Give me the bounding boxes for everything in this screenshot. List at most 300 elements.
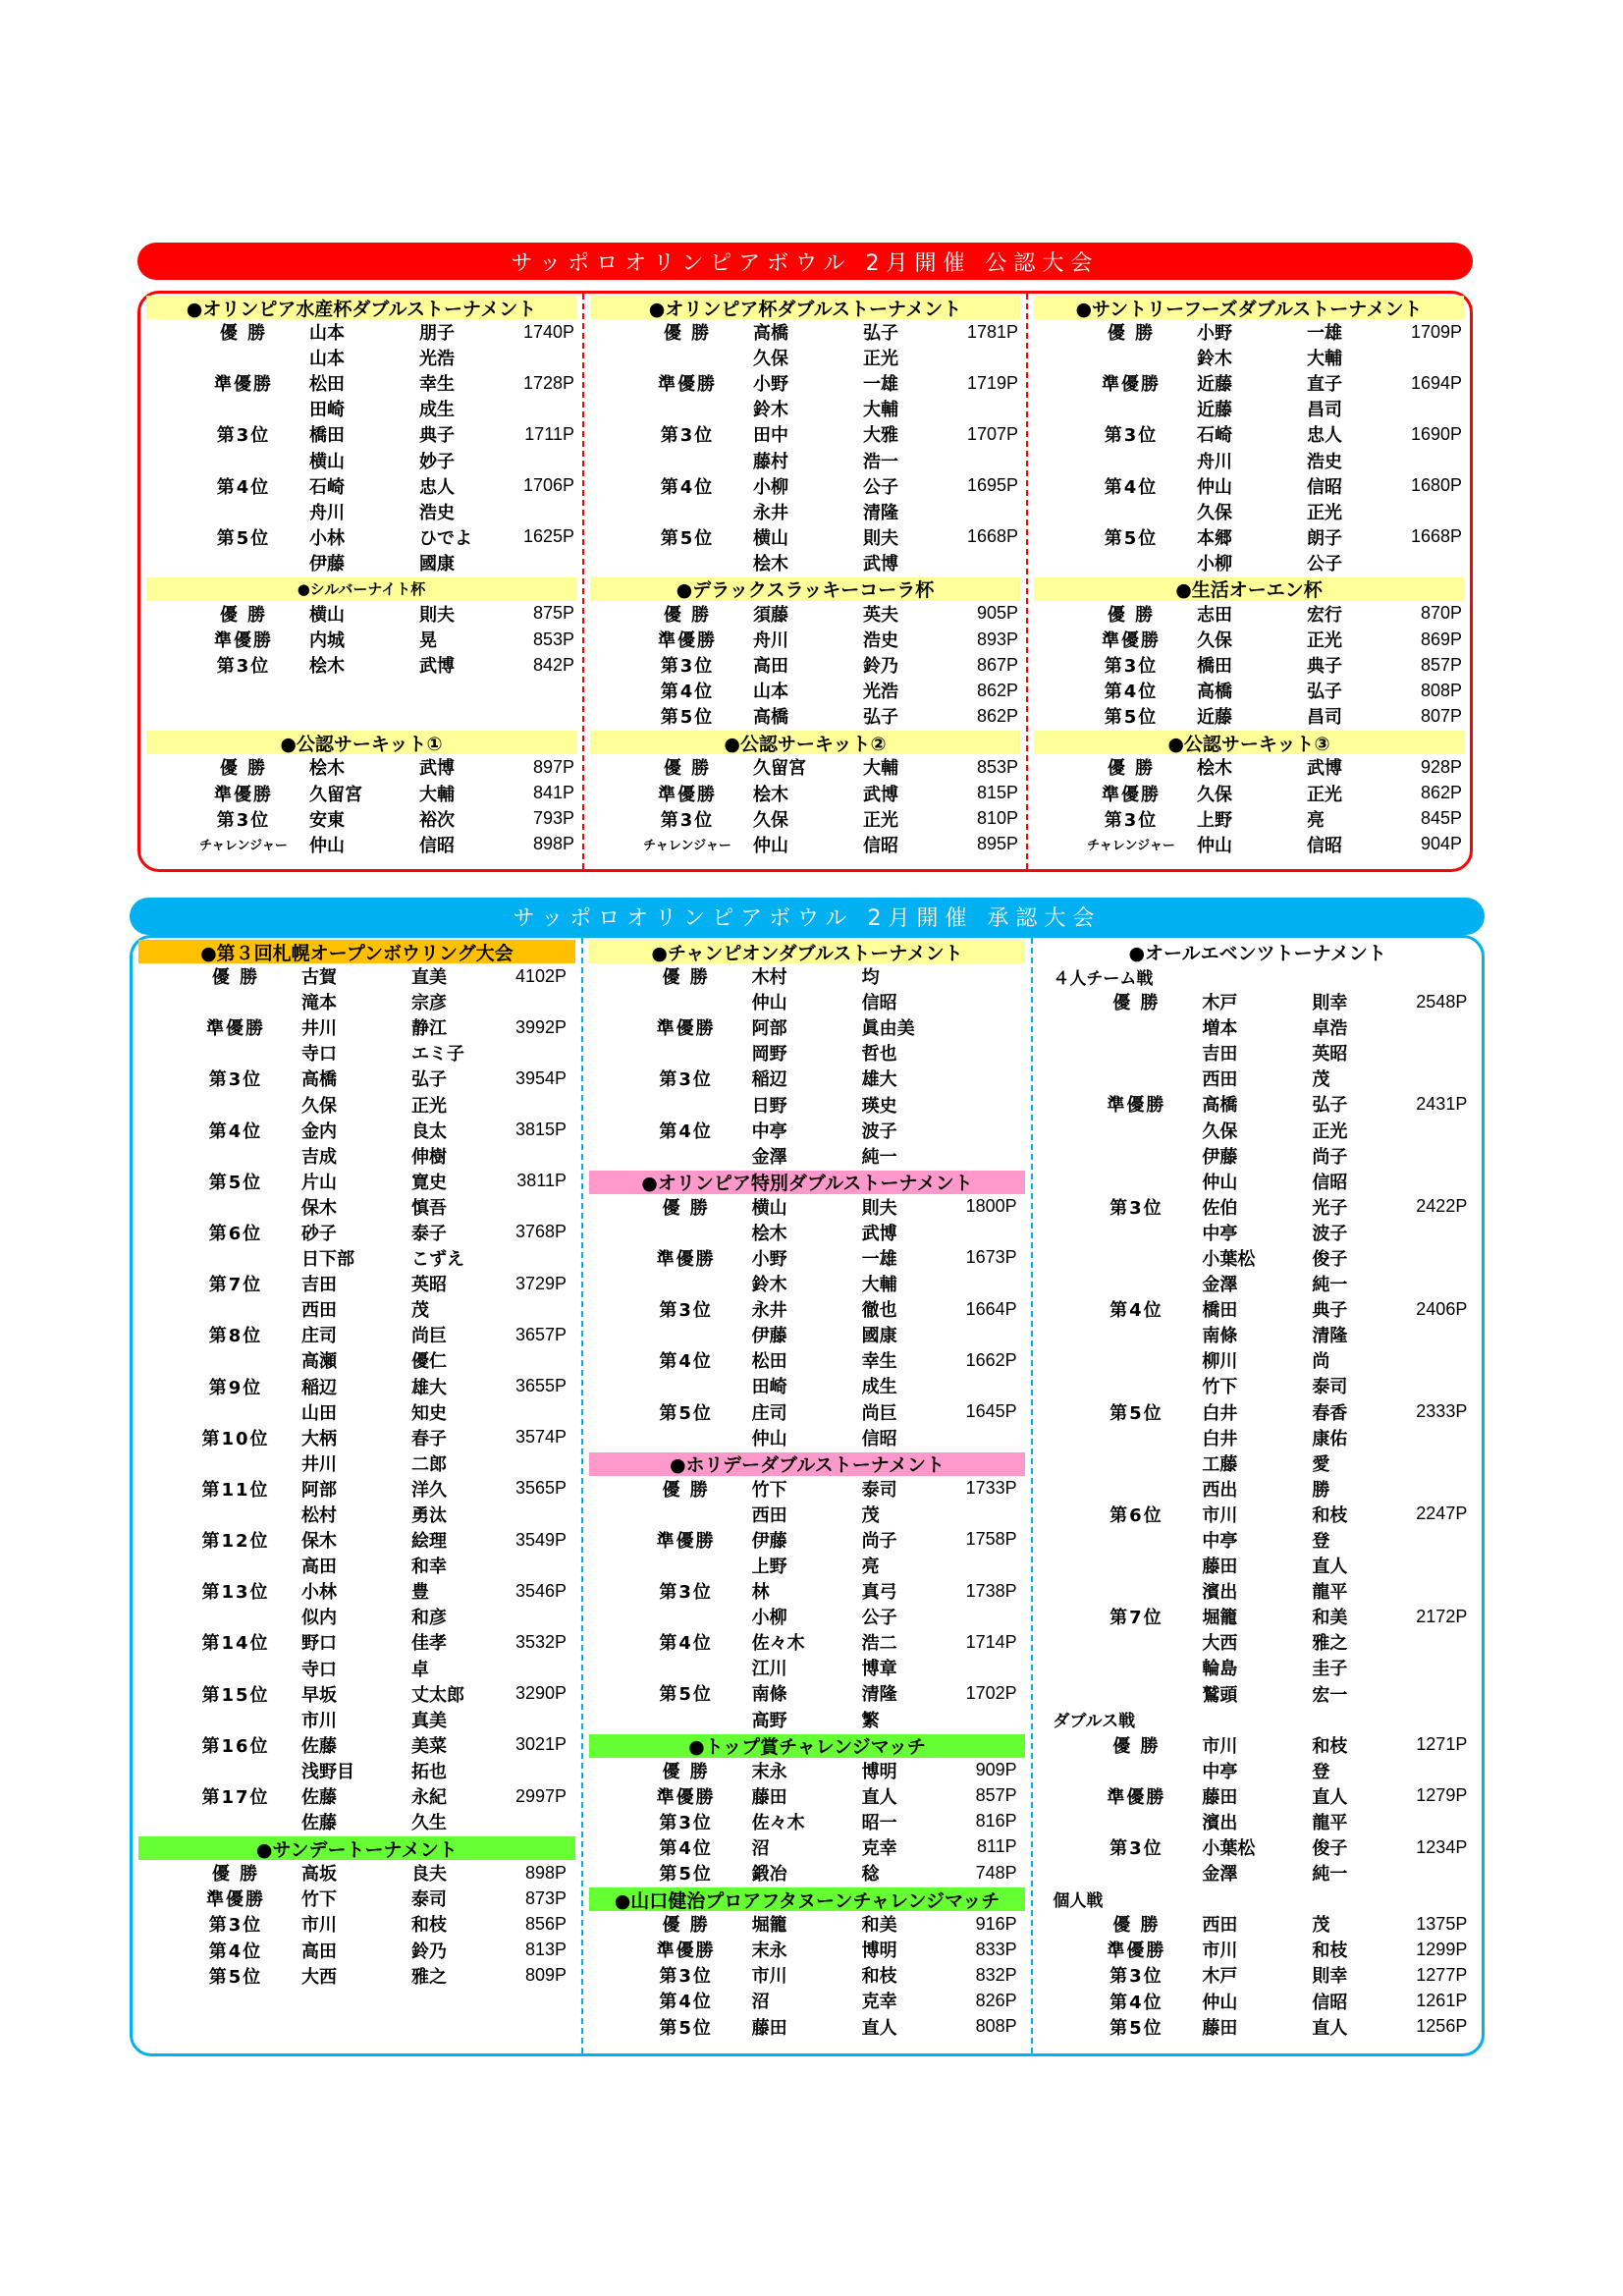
last-name: 佐藤 [301,1813,337,1834]
result-row [589,1707,1026,1732]
rank-label: 第5位 [660,527,715,549]
score: 3655P [514,1376,567,1396]
first-name: 泰司 [861,1479,897,1501]
rank-label: 第7位 [208,1275,263,1296]
result-row [138,1143,575,1169]
result-row [589,1578,1026,1604]
score: 808P [1420,680,1462,700]
rank-label: 第3位 [659,1812,713,1833]
result-row [1039,1988,1476,2013]
first-name: 絵理 [411,1531,447,1553]
result-row [138,1758,575,1783]
score: 1728P [522,372,574,393]
rank-label: 第3位 [660,425,715,447]
rank-label: 第3位 [660,809,715,831]
result-row [138,1732,575,1758]
first-name: こずえ [411,1249,464,1271]
result-row [1039,1860,1476,1886]
result-row [138,1681,575,1707]
result-row [1039,1578,1476,1604]
rank-label: 準優勝 [656,1941,716,1962]
last-name: 松田 [751,1351,787,1373]
score: 1707P [966,423,1018,444]
first-name: 成生 [419,400,455,421]
result-row [138,989,575,1014]
last-name: 横山 [751,1197,787,1219]
rank-label: 第3位 [1104,656,1159,678]
result-row [589,1373,1026,1398]
first-name: 亮 [1307,809,1325,831]
result-row [589,1911,1026,1937]
result-row [138,1271,575,1296]
result-row [138,1399,575,1425]
first-name: 公子 [861,1608,897,1629]
rank-label: 第4位 [660,682,715,703]
result-row [1034,601,1464,627]
first-name: 則夫 [861,1197,897,1219]
last-name: 佐藤 [301,1735,337,1757]
last-name: 白井 [1202,1428,1238,1449]
first-name: 大輔 [419,784,455,805]
first-name: 信昭 [419,835,455,856]
score: 842P [532,654,574,675]
rank-label: 第5位 [659,1864,713,1886]
column [582,294,1026,869]
result-row [589,1425,1026,1450]
rank-label: 第4位 [659,1121,713,1142]
rank-label: 第5位 [659,1684,713,1706]
first-name: 雅之 [1312,1633,1348,1655]
first-name: 尚巨 [411,1326,447,1347]
result-row [589,1118,1026,1143]
first-name: 則幸 [1312,993,1348,1014]
rank-label: 第4位 [208,1121,263,1142]
score: 809P [524,1965,567,1986]
score: 916P [975,1913,1017,1934]
rank-label: 第3位 [1109,1838,1163,1860]
first-name: 信昭 [1312,1172,1348,1193]
rank-label: 第4位 [216,476,271,498]
last-name: 井川 [301,1453,337,1475]
result-row [590,447,1020,472]
last-name: 金澤 [751,1146,787,1168]
last-name: 竹下 [301,1889,337,1911]
first-name: 晃 [419,630,437,652]
rank-label: 準優勝 [206,1018,265,1040]
rank-label: 第5位 [216,527,271,549]
first-name: 鈴乃 [863,656,898,678]
score: 1271P [1416,1734,1468,1755]
result-row [146,473,576,499]
score: 3811P [516,1171,567,1191]
first-name: 美菜 [411,1735,447,1757]
last-name: 横山 [753,527,788,549]
last-name: 久保 [1197,630,1232,652]
rank-label: 第4位 [660,476,715,498]
rank-label: 準優勝 [656,1530,716,1552]
last-name: 桧木 [753,784,788,805]
result-row [590,524,1020,550]
last-name: 松村 [301,1505,337,1527]
first-name: 公子 [863,476,898,498]
last-name: 鈴木 [753,400,788,421]
first-name: 宏一 [1312,1684,1348,1706]
column [1031,938,1482,2053]
rank-label: 第5位 [659,1402,713,1424]
result-row [590,370,1020,396]
first-name: 茂 [861,1504,880,1526]
first-name: 鈴乃 [411,1941,447,1962]
score: 1733P [965,1478,1017,1499]
result-row [1034,447,1464,472]
result-row [138,1296,575,1322]
result-row [146,652,576,678]
first-name: 武博 [863,784,898,805]
rank-label: 準優勝 [1107,1941,1166,1962]
score: 869P [1420,629,1462,649]
last-name: 小葉松 [1202,1248,1256,1270]
last-name: 仲山 [1197,476,1232,498]
rank-label: 第3位 [659,1069,713,1091]
rank-label: 第5位 [1109,2017,1163,2039]
result-row [138,1169,575,1194]
first-name: 忠人 [419,476,455,498]
result-row [138,1578,575,1604]
result-row [589,1502,1026,1527]
rank-label: 第4位 [659,1633,713,1655]
event-block [1034,577,1464,729]
result-row [590,499,1020,524]
first-name: 信昭 [1312,1992,1348,2013]
rank-label: 第4位 [208,1941,263,1962]
rank-label: 第4位 [1109,1300,1163,1322]
first-name: 信昭 [861,993,897,1014]
event-title: ●公認サーキット③ [1034,731,1464,754]
result-row [589,1758,1026,1783]
last-name: 白井 [1202,1402,1238,1424]
result-row [1039,1553,1476,1578]
score: 3532P [514,1631,567,1652]
last-name: 似内 [301,1608,337,1629]
first-name: 則夫 [863,527,898,549]
first-name: 和枝 [411,1915,447,1937]
last-name: 片山 [301,1172,337,1193]
first-name: 春香 [1312,1402,1348,1424]
result-row [1039,1091,1476,1117]
result-row [138,1809,575,1834]
result-row [1034,627,1464,652]
rank-label: 優 勝 [662,1479,710,1501]
last-name: 高田 [753,656,788,678]
first-name: 昌司 [1307,707,1342,729]
score: 1719P [966,372,1018,393]
first-name: 尚子 [861,1530,897,1552]
result-row [1039,1066,1476,1091]
result-row [138,1347,575,1373]
first-name: 純一 [1312,1275,1348,1296]
last-name: 保木 [301,1197,337,1219]
first-name: 武博 [861,1223,897,1244]
result-row [589,1604,1026,1629]
rank-label: 優 勝 [219,604,268,626]
first-name: 和枝 [1312,1735,1348,1757]
result-row [1039,1834,1476,1860]
result-row [590,703,1020,729]
first-name: 英夫 [863,604,898,626]
last-name: 大柄 [301,1428,337,1449]
last-name: 金内 [301,1121,337,1142]
rank-label: 第3位 [216,809,271,831]
first-name: 真弓 [861,1582,897,1604]
event-title: ●第３回札幌オープンボウリング大会 [138,940,575,963]
score: 898P [524,1862,567,1883]
first-name: 一雄 [863,374,898,396]
score: 3565P [514,1478,567,1499]
last-name: 南條 [1202,1326,1238,1347]
last-name: 佐伯 [1202,1197,1238,1219]
last-name: 仲山 [1202,1172,1238,1193]
result-row [589,1834,1026,1860]
approved-banner: サッポロオリンピアボウル 2月開催 承認大会 [130,898,1485,935]
event-title: ●山口健治プロアフタヌーンチャレンジマッチ [589,1887,1026,1911]
result-row [1034,370,1464,396]
last-name: 桧木 [309,656,345,678]
result-row [146,781,576,806]
last-name: 藤田 [751,2017,787,2039]
result-row [138,1937,575,1962]
first-name: 和枝 [1312,1941,1348,1962]
rank-label: 準優勝 [214,784,273,805]
first-name: 大輔 [1307,349,1342,370]
last-name: 松田 [309,374,345,396]
column [133,938,581,2053]
last-name: 桧木 [753,553,788,574]
result-row [138,1040,575,1066]
last-name: 伊藤 [751,1326,787,1347]
score: 893P [976,629,1018,649]
score: 867P [976,654,1018,675]
first-name: 忠人 [1307,425,1342,447]
last-name: 江川 [751,1659,787,1680]
result-row [589,1809,1026,1834]
score: 2172P [1416,1606,1468,1626]
rank-label: 第3位 [1104,425,1159,447]
rank-label: 第5位 [659,2017,713,2039]
event-block [146,296,576,575]
rank-label: チャレンジャー [199,839,288,854]
result-row [589,1629,1026,1655]
result-row [1034,703,1464,729]
first-name: 雄大 [861,1069,897,1091]
event-block [1034,296,1464,575]
last-name: 阿部 [301,1479,337,1501]
event-title: ●シルバーナイト杯 [146,577,576,601]
last-name: 早坂 [301,1684,337,1706]
first-name: 昌司 [1307,400,1342,421]
last-name: 市川 [301,1710,337,1731]
rank-label: 第6位 [208,1223,263,1244]
first-name: 大輔 [861,1275,897,1296]
last-name: 桧木 [751,1223,787,1244]
last-name: 阿部 [751,1018,787,1040]
result-row [1034,832,1464,857]
first-name: 正光 [1307,784,1342,805]
first-name: 弘子 [863,323,898,345]
result-row [146,754,576,780]
result-row [1039,1681,1476,1707]
rank-label: 第5位 [1104,707,1159,729]
last-name: 庄司 [301,1326,337,1347]
first-name: 龍平 [1312,1812,1348,1833]
result-row [1039,1604,1476,1629]
last-name: 伊藤 [751,1530,787,1552]
last-name: 久留宮 [753,758,806,780]
first-name: ひでよ [419,527,472,549]
first-name: 宏行 [1307,604,1342,626]
score: 816P [975,1811,1017,1831]
first-name: 正光 [1307,630,1342,652]
result-row [1039,1655,1476,1680]
result-row [1039,1296,1476,1322]
last-name: 沼 [751,1837,770,1859]
last-name: 橋田 [309,425,345,447]
last-name: 市川 [1202,1735,1238,1757]
last-name: 志田 [1197,604,1232,626]
last-name: 浅野目 [301,1761,354,1782]
last-name: 寺口 [301,1659,337,1680]
last-name: 石崎 [1197,425,1232,447]
rank-label: 第5位 [208,1966,263,1988]
last-name: 本郷 [1197,527,1232,549]
column [581,938,1032,2053]
last-name: 西田 [1202,1069,1238,1091]
first-name: 弘子 [863,707,898,729]
rank-label: 第5位 [208,1172,263,1193]
last-name: 高橋 [1197,682,1232,703]
last-name: 小柳 [1197,553,1232,574]
result-row [146,345,576,370]
last-name: 中亭 [1202,1761,1238,1782]
rank-label: 第4位 [1104,682,1159,703]
rank-label: 第3位 [208,1069,263,1091]
result-row [589,2013,1026,2039]
rank-label: 第4位 [659,1992,713,2013]
first-name: 瑛史 [861,1095,897,1117]
last-name: 舟川 [309,502,345,523]
last-name: 吉田 [1202,1044,1238,1066]
first-name: 寛史 [411,1172,447,1193]
first-name: 典子 [1307,656,1342,678]
rank-label: 準優勝 [1102,784,1161,805]
result-row [590,832,1020,857]
event-title: ●生活オーエン杯 [1034,577,1464,601]
last-name: 金澤 [1202,1864,1238,1886]
last-name: 須藤 [753,604,788,626]
score: 3657P [514,1324,567,1344]
last-name: 稲辺 [301,1377,337,1398]
last-name: 市川 [301,1915,337,1937]
rank-label: 優 勝 [1112,1735,1161,1757]
last-name: 砂子 [301,1223,337,1244]
score: 853P [532,629,574,649]
column [1026,294,1470,869]
score: 1261P [1416,1991,1468,2011]
rank-label: 第3位 [208,1915,263,1937]
result-row [138,1860,575,1886]
first-name: 大輔 [863,758,898,780]
score: 1695P [966,475,1018,496]
event-block [589,1452,1026,1732]
last-name: 堀籠 [751,1915,787,1937]
score: 856P [524,1913,567,1934]
last-name: 吉成 [301,1146,337,1168]
first-name: 信昭 [1307,476,1342,498]
result-row [1034,473,1464,499]
group-label: ４人チーム戦 [1053,968,1154,989]
last-name: 久留宮 [309,784,362,805]
result-row [138,1629,575,1655]
last-name: 濱出 [1202,1582,1238,1604]
result-row [146,678,576,703]
first-name: 純一 [861,1146,897,1168]
last-name: 野口 [301,1633,337,1655]
event-block [1039,940,1476,2040]
event-title: ●チャンピオンダブルストーナメント [589,940,1026,963]
result-row [146,421,576,447]
event-title: ●サントリーフーズダブルストーナメント [1034,296,1464,319]
first-name: 眞由美 [861,1018,915,1040]
result-row [1039,1399,1476,1425]
rank-label: 優 勝 [662,1197,710,1219]
last-name: 久保 [1197,502,1232,523]
last-name: 竹下 [1202,1377,1238,1398]
first-name: 浩二 [861,1633,897,1655]
event-block [146,577,576,729]
first-name: 弘子 [1312,1095,1348,1117]
result-row [590,601,1020,627]
result-row [146,370,576,396]
result-row [138,1374,575,1399]
rank-label: 優 勝 [219,758,268,780]
result-row [589,1143,1026,1169]
score: 1781P [966,321,1018,342]
last-name: 山田 [301,1402,337,1424]
first-name: 和幸 [411,1557,447,1578]
rank-label: 優 勝 [219,323,268,345]
group-label: ダブルス戦 [1053,1712,1136,1732]
score: 862P [976,680,1018,700]
rank-label: 第5位 [1109,1402,1163,1424]
first-name: 尚 [1312,1351,1330,1373]
last-name: 日野 [751,1095,787,1117]
first-name: 雄大 [411,1377,447,1398]
first-name: 伸樹 [411,1146,447,1168]
last-name: 仲山 [1197,835,1232,856]
first-name: 博明 [861,1941,897,1962]
first-name: 登 [1312,1531,1330,1553]
score: 2548P [1416,991,1468,1011]
first-name: 茂 [411,1300,429,1322]
result-row [589,1860,1026,1886]
result-row [589,1399,1026,1425]
last-name: 庄司 [751,1402,787,1424]
first-name: 浩一 [863,451,898,472]
score: 1680P [1410,475,1462,496]
score: 813P [524,1940,567,1960]
first-name: 泰司 [411,1889,447,1911]
last-name: 山本 [753,682,788,703]
first-name: 勇汰 [411,1505,447,1527]
